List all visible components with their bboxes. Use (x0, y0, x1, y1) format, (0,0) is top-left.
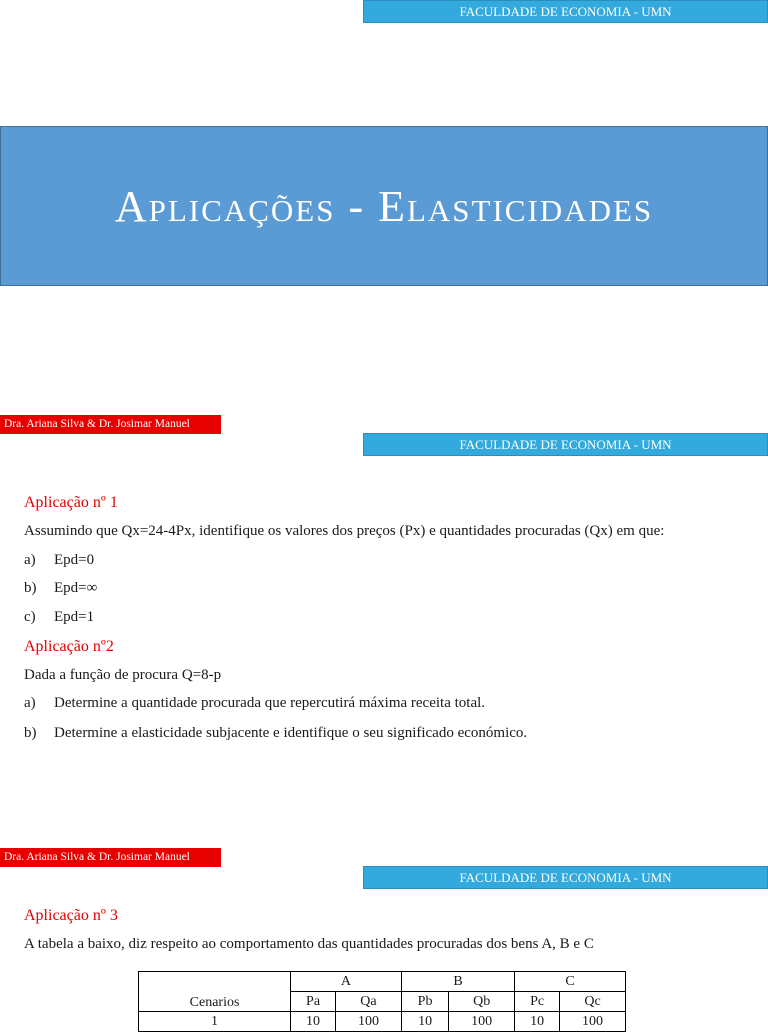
author-tag: Dra. Ariana Silva & Dr. Josimar Manuel (0, 415, 221, 434)
table-header-cell: Cenarios (139, 972, 291, 1012)
table-cell: 10 (515, 1012, 560, 1032)
slide-title: Aplicações - Elasticidades (114, 181, 654, 231)
list-marker: a) (24, 695, 36, 711)
table-cell: 100 (449, 1012, 515, 1032)
table-header-cell: Pb (401, 992, 448, 1012)
list-item (24, 580, 97, 597)
list-text: Determine a quantidade procurada que repercutirá máxima receita total. (54, 695, 486, 711)
header-bar: FACULDADE DE ECONOMIA - UMN (363, 0, 768, 23)
list-item (24, 552, 94, 569)
table-header-cell: B (401, 972, 514, 992)
table-header-cell: Pc (515, 992, 560, 1012)
header-bar: FACULDADE DE ECONOMIA - UMN (363, 433, 768, 456)
list-text: Epd=∞ (54, 580, 98, 596)
list-item (24, 695, 485, 712)
header-bar: FACULDADE DE ECONOMIA - UMN (363, 866, 768, 889)
table-row (139, 972, 626, 992)
table-header-cell: Pa (291, 992, 336, 1012)
application-3-intro: A tabela a baixo, diz respeito ao comportamento das quantidades procuradas dos bens A, B e C (24, 936, 594, 952)
application-2-intro: Dada a função de procura Q=8-p (24, 667, 222, 683)
application-3-title: Aplicação nº 3 (24, 907, 118, 924)
table-cell: 10 (291, 1012, 336, 1032)
title-box (0, 126, 768, 286)
list-item (24, 725, 527, 742)
author-tag: Dra. Ariana Silva & Dr. Josimar Manuel (0, 848, 221, 867)
table-cell: 1 (139, 1012, 291, 1032)
table-header-cell: Qa (336, 992, 402, 1012)
list-marker: a) (24, 552, 36, 568)
list-text: Epd=1 (54, 609, 95, 625)
list-marker: b) (24, 725, 37, 741)
demand-table (138, 971, 626, 1032)
table-header-cell: C (515, 972, 626, 992)
list-text: Epd=0 (54, 552, 95, 568)
list-text: Determine a elasticidade subjacente e identifique o seu significado económico. (54, 725, 528, 741)
application-1-title: Aplicação nº 1 (24, 494, 118, 511)
list-item (24, 609, 94, 626)
table-header-cell: Qb (449, 992, 515, 1012)
table-header-cell: A (291, 972, 402, 992)
table-cell: 100 (336, 1012, 402, 1032)
table-cell: 100 (560, 1012, 626, 1032)
table-header-cell: Qc (560, 992, 626, 1012)
table-cell: 10 (401, 1012, 448, 1032)
list-marker: b) (24, 580, 37, 596)
application-2-title: Aplicação nº2 (24, 638, 114, 655)
list-marker: c) (24, 609, 36, 625)
application-1-intro: Assumindo que Qx=24-4Px, identifique os valores dos preços (Px) e quantidades procuradas (Qx) em que: (24, 523, 665, 539)
table-row (139, 1012, 626, 1032)
